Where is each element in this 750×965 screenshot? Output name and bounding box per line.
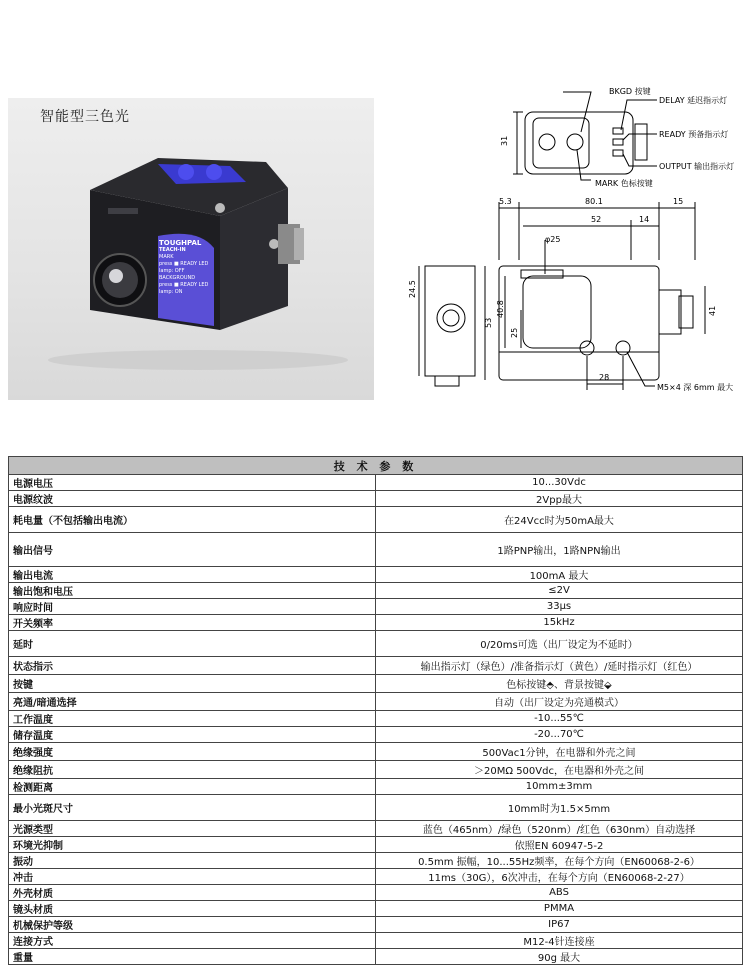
row-label: 电源电压 bbox=[9, 475, 376, 491]
label-bkgd: BKGD 按键 bbox=[609, 87, 651, 96]
row-value: -20...70℃ bbox=[376, 727, 743, 743]
row-value: 1路PNP输出，1路NPN输出 bbox=[376, 533, 743, 567]
row-value: 11ms（30G），6次冲击，在每个方向（EN60068-2-27） bbox=[376, 869, 743, 885]
row-value: 500Vac1分钟，在电器和外壳之间 bbox=[376, 743, 743, 761]
dim-24-5: 24.5 bbox=[408, 280, 417, 298]
row-label: 环境光抑制 bbox=[9, 837, 376, 853]
dim-31: 31 bbox=[500, 135, 509, 146]
label-line: MARK bbox=[159, 254, 174, 260]
label-line: lamp: OFF bbox=[159, 268, 185, 274]
dim-41: 41 bbox=[708, 305, 717, 316]
label-brand: TOUGHPAL bbox=[159, 239, 202, 247]
row-label: 绝缘强度 bbox=[9, 743, 376, 761]
row-label: 冲击 bbox=[9, 869, 376, 885]
dim-52: 52 bbox=[591, 215, 602, 224]
row-value: 输出指示灯（绿色）/准备指示灯（黄色）/延时指示灯（红色） bbox=[376, 657, 743, 675]
row-value: 依照EN 60947-5-2 bbox=[376, 837, 743, 853]
table-row bbox=[9, 475, 743, 491]
label-line: press ■ READY LED bbox=[159, 261, 209, 267]
row-label: 开关频率 bbox=[9, 615, 376, 631]
sensor-label bbox=[159, 240, 217, 296]
label-mark: MARK 色标按键 bbox=[595, 179, 653, 188]
row-value: 色标按键⬘、背景按键⬙ bbox=[376, 675, 743, 693]
table-row bbox=[9, 761, 743, 779]
row-label: 亮通/暗通选择 bbox=[9, 693, 376, 711]
table-title: 技 术 参 数 bbox=[9, 457, 743, 475]
table-row bbox=[9, 837, 743, 853]
table-row bbox=[9, 599, 743, 615]
label-delay: DELAY 延迟指示灯 bbox=[659, 96, 728, 105]
row-label: 延时 bbox=[9, 631, 376, 657]
spec-table bbox=[8, 456, 743, 965]
row-label: 绝缘阻抗 bbox=[9, 761, 376, 779]
label-screw: M5×4 深 6mm 最大 bbox=[657, 383, 734, 392]
row-value: ≤2V bbox=[376, 583, 743, 599]
row-value: M12-4针连接座 bbox=[376, 933, 743, 949]
table-row bbox=[9, 583, 743, 599]
table-row bbox=[9, 779, 743, 795]
row-label: 重量 bbox=[9, 949, 376, 965]
table-row bbox=[9, 711, 743, 727]
table-row bbox=[9, 821, 743, 837]
row-label: 储存温度 bbox=[9, 727, 376, 743]
table-row bbox=[9, 615, 743, 631]
row-label: 振动 bbox=[9, 853, 376, 869]
table-row bbox=[9, 869, 743, 885]
row-value: 90g 最大 bbox=[376, 949, 743, 965]
row-value: 0/20ms可选（出厂设定为不延时） bbox=[376, 631, 743, 657]
label-line: lamp: ON bbox=[159, 289, 183, 295]
table-row bbox=[9, 631, 743, 657]
product-photo bbox=[8, 98, 374, 400]
table-row bbox=[9, 795, 743, 821]
row-label: 检测距离 bbox=[9, 779, 376, 795]
row-value: ＞20MΩ 500Vdc，在电器和外壳之间 bbox=[376, 761, 743, 779]
row-label: 输出电流 bbox=[9, 567, 376, 583]
table-row bbox=[9, 567, 743, 583]
table-row bbox=[9, 491, 743, 507]
row-label: 最小光斑尺寸 bbox=[9, 795, 376, 821]
table-row bbox=[9, 917, 743, 933]
table-row bbox=[9, 901, 743, 917]
dim-phi25: φ25 bbox=[545, 235, 561, 244]
table-row bbox=[9, 533, 743, 567]
table-row bbox=[9, 675, 743, 693]
row-value: 2Vpp最大 bbox=[376, 491, 743, 507]
dim-15: 15 bbox=[673, 197, 684, 206]
row-label: 镜头材质 bbox=[9, 901, 376, 917]
row-label: 光源类型 bbox=[9, 821, 376, 837]
table-row bbox=[9, 507, 743, 533]
row-label: 连接方式 bbox=[9, 933, 376, 949]
row-value: 100mA 最大 bbox=[376, 567, 743, 583]
row-value: 33μs bbox=[376, 599, 743, 615]
row-label: 耗电量（不包括输出电流） bbox=[9, 507, 376, 533]
dim-14: 14 bbox=[639, 215, 650, 224]
dimension-drawing bbox=[395, 80, 745, 410]
row-value: 10...30Vdc bbox=[376, 475, 743, 491]
table-row bbox=[9, 693, 743, 711]
table-row bbox=[9, 853, 743, 869]
row-value: 15kHz bbox=[376, 615, 743, 631]
row-value: 0.5mm 振幅，10...55Hz频率，在每个方向（EN60068-2-6） bbox=[376, 853, 743, 869]
label-line: press ■ READY LED bbox=[159, 282, 209, 288]
row-value: 蓝色（465nm）/绿色（520nm）/红色（630nm）自动选择 bbox=[376, 821, 743, 837]
drawing-svg bbox=[395, 80, 745, 410]
row-label: 外壳材质 bbox=[9, 885, 376, 901]
row-label: 机械保护等级 bbox=[9, 917, 376, 933]
dim-53: 53 bbox=[484, 317, 493, 328]
row-value: 自动（出厂设定为亮通模式） bbox=[376, 693, 743, 711]
row-label: 输出饱和电压 bbox=[9, 583, 376, 599]
row-value: -10...55℃ bbox=[376, 711, 743, 727]
table-row bbox=[9, 949, 743, 965]
table-row bbox=[9, 743, 743, 761]
row-label: 响应时间 bbox=[9, 599, 376, 615]
table-row bbox=[9, 885, 743, 901]
label-output: OUTPUT 输出指示灯 bbox=[659, 162, 735, 171]
table-row bbox=[9, 727, 743, 743]
label-ready: READY 预备指示灯 bbox=[659, 130, 729, 139]
row-value: ABS bbox=[376, 885, 743, 901]
row-label: 电源纹波 bbox=[9, 491, 376, 507]
row-label: 工作温度 bbox=[9, 711, 376, 727]
row-value: 10mm±3mm bbox=[376, 779, 743, 795]
dim-80-1: 80.1 bbox=[585, 197, 603, 206]
label-line: BACKGROUND bbox=[159, 275, 196, 281]
row-value: 10mm时为1.5×5mm bbox=[376, 795, 743, 821]
row-value: PMMA bbox=[376, 901, 743, 917]
row-label: 状态指示 bbox=[9, 657, 376, 675]
photo-title: 智能型三色光 bbox=[40, 109, 130, 125]
row-label: 按键 bbox=[9, 675, 376, 693]
row-value: IP67 bbox=[376, 917, 743, 933]
label-teach: TEACH-IN bbox=[159, 247, 186, 253]
dim-40-8: 40.8 bbox=[496, 300, 505, 318]
dim-28: 28 bbox=[599, 373, 610, 382]
dim-5-3: 5.3 bbox=[499, 197, 512, 206]
row-label: 输出信号 bbox=[9, 533, 376, 567]
table-row bbox=[9, 657, 743, 675]
dim-25: 25 bbox=[510, 327, 519, 338]
row-value: 在24Vcc时为50mA最大 bbox=[376, 507, 743, 533]
